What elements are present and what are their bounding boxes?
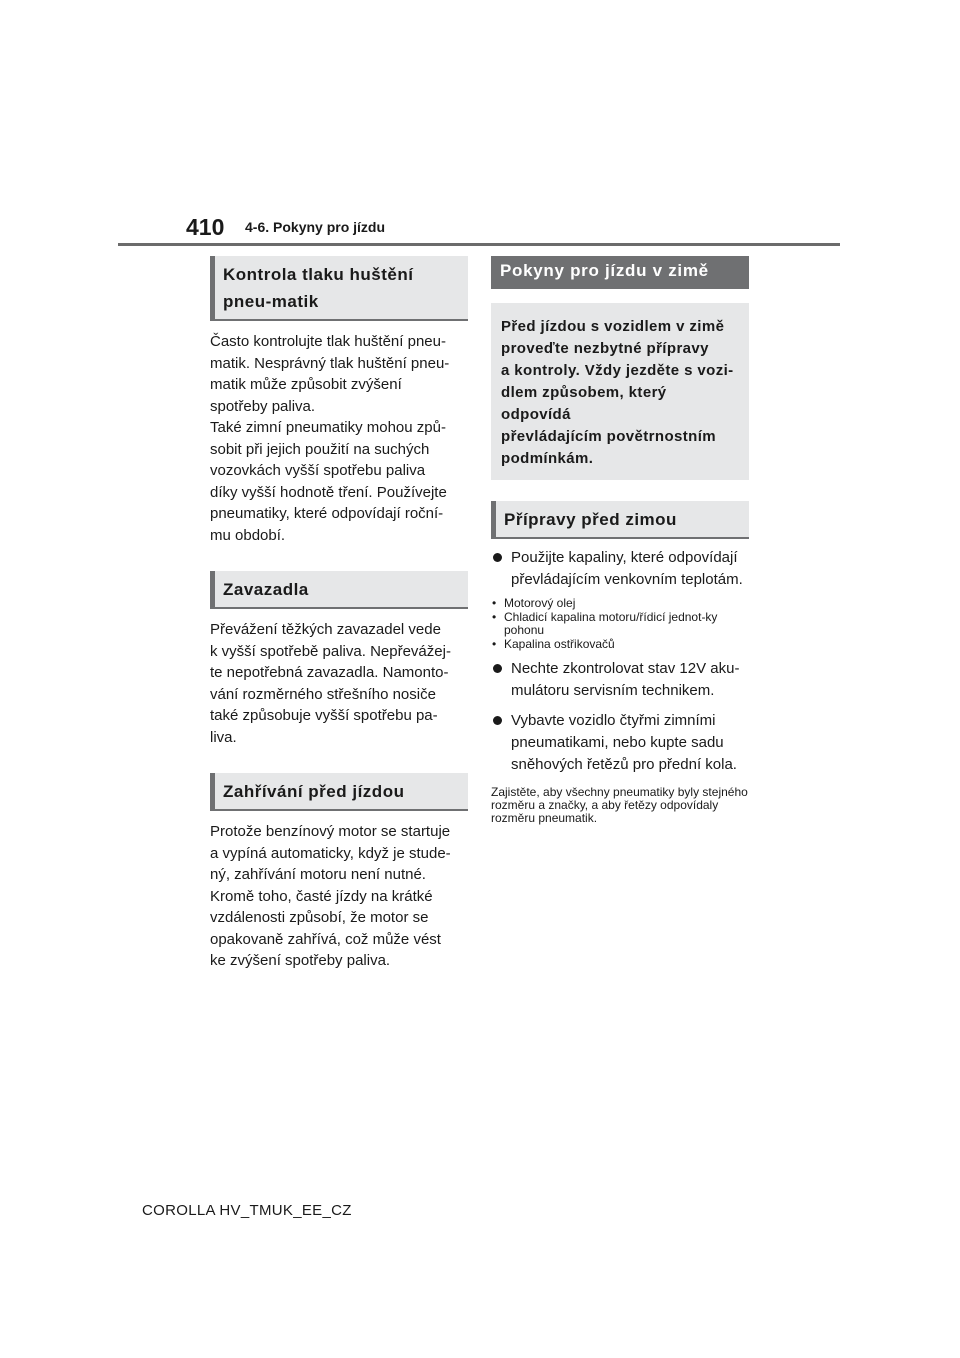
text-line: dlem způsobem, který odpovídá: [501, 384, 667, 423]
text-line: Použijte kapaliny, které odpovídají: [511, 549, 738, 566]
header-rule: [118, 243, 840, 246]
text-line: matik může způsobit zvýšení: [210, 376, 402, 393]
heading-luggage: Zavazadla: [210, 571, 468, 609]
text-line: také způsobuje vyšší spotřebu pa-: [210, 707, 438, 724]
tire-note: Zajistěte, aby všechny pneumatiky byly stejného rozměru a značky, a aby řetězy odpovídaly rozměru pneumatik.: [491, 785, 748, 825]
text-line: Kromě toho, časté jízdy na krátké: [210, 887, 433, 905]
text-line: matik. Nesprávný tlak huštění pneu-: [210, 354, 450, 372]
text-line: Před jízdou s vozidlem v zimě: [501, 318, 725, 335]
text-line: Nechte zkontrolovat stav 12V aku-: [511, 660, 740, 677]
text-line: liva.: [210, 728, 237, 746]
heading-tire-pressure: Kontrola tlaku huštění pneu-matik: [210, 256, 468, 321]
text-line: vání rozměrného střešního nosiče: [210, 685, 436, 703]
text-line: vzdálenosti způsobí, že motor se: [210, 909, 429, 926]
text-line: sobit při jejich použití na suchých: [210, 440, 430, 458]
list-item: • Kapalina ostřikovačů: [491, 638, 749, 652]
right-column: [491, 256, 749, 825]
bullet-dot-icon: [493, 716, 502, 725]
text-line: Převážení těžkých zavazadel vede: [210, 621, 441, 638]
text-line: te nepotřebná zavazadla. Namonto-: [210, 664, 449, 681]
text-line: podmínkám.: [501, 450, 594, 467]
text-line: sněhových řetězů pro přední kola.: [511, 756, 737, 773]
text-line: díky vyšší hodnotě tření. Používejte: [210, 483, 447, 501]
luggage-text: [210, 619, 468, 748]
text-line: k vyšší spotřebě paliva. Nepřevážej-: [210, 642, 451, 660]
bullet-fluids: [491, 547, 749, 591]
text-line: Protože benzínový motor se startuje: [210, 823, 451, 840]
tire-pressure-text: [210, 331, 468, 546]
bullet-dot-icon: [493, 553, 502, 562]
text-line: mulátoru servisním technikem.: [511, 682, 715, 699]
text-line: převládajícím venkovním teplotám.: [511, 571, 743, 588]
text-line: převládajícím povětrnostním: [501, 428, 717, 445]
text-line: Také zimní pneumatiky mohou způ-: [210, 419, 446, 436]
text-line: Často kontrolujte tlak huštění pneu-: [210, 333, 446, 350]
left-column: [210, 256, 468, 972]
text-line: spotřeby paliva.: [210, 397, 316, 415]
section-title: 4-6. Pokyny pro jízdu: [245, 219, 386, 235]
list-item: • Chladicí kapalina motoru/řídicí jednot-ky pohonu: [491, 611, 749, 638]
heading-warmup: Zahřívání před jízdou: [210, 773, 468, 811]
text-line: opakovaně zahřívá, což může vést: [210, 930, 441, 948]
bullet-dot-icon: [493, 664, 502, 673]
text-line: mu období.: [210, 526, 286, 544]
heading-winter-prep: Přípravy před zimou: [491, 501, 749, 539]
text-line: proveďte nezbytné přípravy: [501, 340, 709, 357]
text-line: a kontroly. Vždy jezděte s vozi-: [501, 362, 734, 379]
list-item: • Motorový olej: [491, 597, 749, 611]
winter-intro-box: [491, 303, 749, 480]
text-line: ný, zahřívání motoru není nutné.: [210, 866, 426, 883]
bullet-battery: [491, 658, 749, 702]
text-line: pneumatiky, které odpovídají roční-: [210, 505, 444, 522]
bullet-tires: [491, 710, 749, 776]
warmup-text: [210, 821, 468, 972]
text-line: ke zvýšení spotřeby paliva.: [210, 952, 391, 969]
footer-doc-code: COROLLA HV_TMUK_EE_CZ: [142, 1202, 352, 1219]
text-line: vozovkách vyšší spotřebu paliva: [210, 462, 426, 479]
page-number: 410: [186, 214, 225, 240]
text-line: pneumatikami, nebo kupte sadu: [511, 734, 724, 751]
text-line: Vybavte vozidlo čtyřmi zimními: [511, 712, 716, 729]
heading-winter-driving: Pokyny pro jízdu v zimě: [491, 256, 749, 289]
text-line: a vypíná automaticky, když je stude-: [210, 844, 451, 862]
fluid-list: [491, 597, 749, 651]
